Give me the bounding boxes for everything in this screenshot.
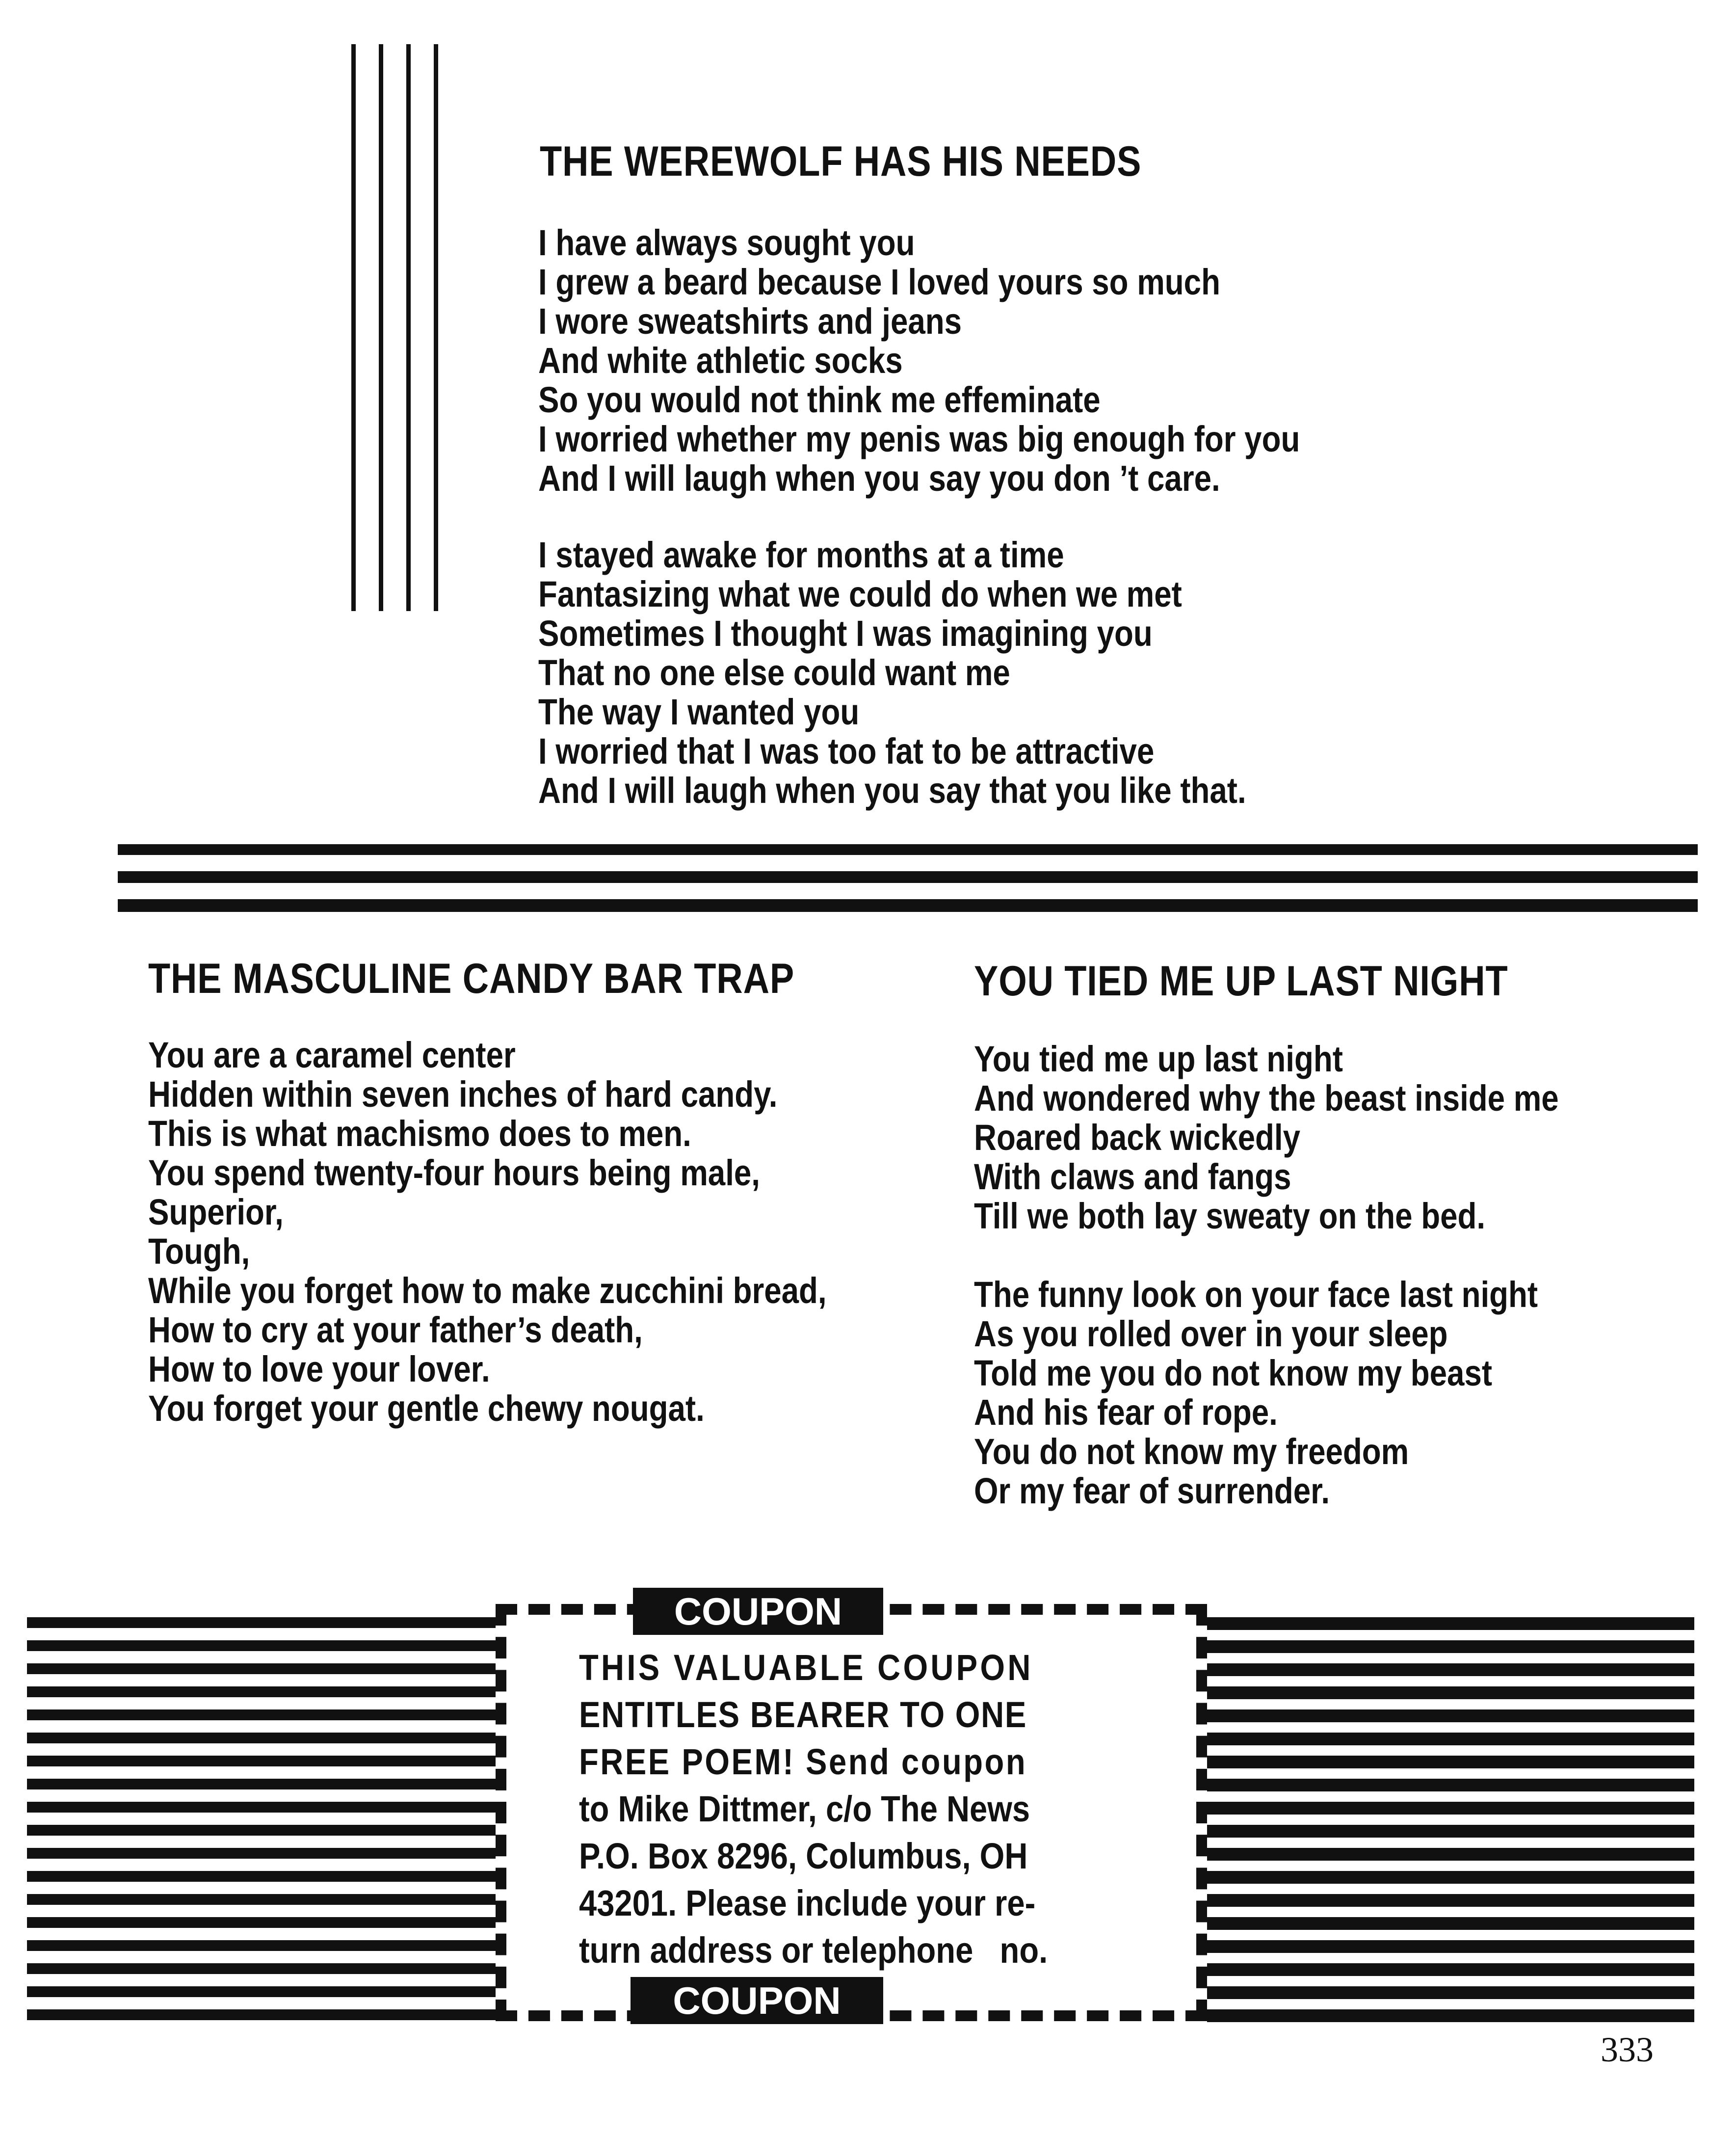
poem-line: While you forget how to make zucchini bread, [148, 1270, 827, 1311]
poem-line: The funny look on your face last night [974, 1274, 1538, 1315]
poem-line: I worried that I was too fat to be attractive [538, 731, 1155, 772]
poem3-stanza-1 [974, 1040, 1559, 1236]
stripe [1207, 1617, 1694, 1630]
coupon-line: to Mike Dittmer, c/o The News [579, 1789, 1030, 1829]
poem-line: I stayed awake for months at a time [538, 534, 1064, 575]
poem-line: I wore sweatshirts and jeans [538, 301, 962, 342]
stripe [27, 1686, 496, 1697]
vertical-rule-2 [379, 44, 383, 611]
poem-line: Till we both lay sweaty on the bed. [974, 1196, 1486, 1236]
stripe [1207, 1663, 1694, 1676]
stripe [27, 1848, 496, 1859]
vertical-rule-3 [406, 44, 411, 611]
stripe [27, 1733, 496, 1743]
stripe [27, 1940, 496, 1951]
stripe [27, 1802, 496, 1813]
stripe [1207, 1986, 1694, 1999]
divider-rule-2 [118, 871, 1698, 883]
poem-line: And I will laugh when you say that you like that. [538, 770, 1246, 811]
stripe [27, 1756, 496, 1766]
stripe [27, 1871, 496, 1882]
coupon-bottom-label: COUPON [631, 1977, 883, 2024]
stripe [27, 1617, 496, 1628]
stripe [1207, 1940, 1694, 1953]
coupon-line: P.O. Box 8296, Columbus, OH [579, 1836, 1028, 1876]
poem-line: As you rolled over in your sleep [974, 1313, 1448, 1354]
stripe [1207, 1756, 1694, 1768]
stripe [27, 1894, 496, 1905]
stripe [1207, 1917, 1694, 1930]
divider-rule-3 [118, 899, 1698, 912]
stripe [1207, 1709, 1694, 1722]
poem-line: Tough, [148, 1231, 250, 1272]
coupon-text [579, 1644, 1048, 1974]
stripe [1207, 1963, 1694, 1976]
poem2-body [148, 1036, 827, 1428]
poem-line: And white athletic socks [538, 340, 903, 381]
poem-line: So you would not think me effeminate [538, 379, 1101, 420]
coupon-line: ENTITLES BEARER TO ONE [579, 1694, 1027, 1735]
poem-line: I worried whether my penis was big enough for you [538, 419, 1300, 459]
coupon-top-label: COUPON [633, 1588, 883, 1635]
poem-line: And his fear of rope. [974, 1392, 1278, 1433]
stripe [27, 2009, 496, 2020]
poem1-stanza-1 [538, 223, 1300, 498]
stripe [1207, 1733, 1694, 1745]
coupon-line: FREE POEM! Send coupon [579, 1741, 1027, 1782]
poem-line: This is what machismo does to men. [148, 1113, 691, 1154]
stripe [27, 1917, 496, 1928]
stripe [27, 1779, 496, 1789]
poem1-title: THE WEREWOLF HAS HIS NEEDS [540, 138, 1142, 185]
poem-line: You are a caramel center [148, 1035, 516, 1075]
stripe [1207, 2009, 1694, 2022]
poem3-body [974, 1040, 1559, 1548]
poem-line: You tied me up last night [974, 1039, 1343, 1079]
poem1-stanza-2 [538, 535, 1300, 810]
vertical-rule-1 [351, 44, 356, 611]
poem-line: Sometimes I thought I was imagining you [538, 613, 1153, 654]
stripe [1207, 1779, 1694, 1791]
poem-line: And wondered why the beast inside me [974, 1078, 1559, 1119]
poem2-title: THE MASCULINE CANDY BAR TRAP [148, 955, 795, 1002]
poem-line: You do not know my freedom [974, 1431, 1409, 1472]
stripe [27, 1986, 496, 1997]
poem-line: And I will laugh when you say you don ’t care. [538, 458, 1220, 499]
poem-line: The way I wanted you [538, 692, 860, 732]
vertical-rule-4 [434, 44, 438, 611]
stripe [1207, 1686, 1694, 1699]
stripe [27, 1963, 496, 1974]
poem-line: How to cry at your father’s death, [148, 1309, 643, 1350]
stripe [1207, 1802, 1694, 1815]
poem3-stanza-2 [974, 1275, 1559, 1511]
poem-line: I grew a beard because I loved yours so much [538, 262, 1220, 302]
coupon-line: 43201. Please include your re- [579, 1883, 1036, 1923]
stripe [27, 1709, 496, 1720]
stripe [27, 1640, 496, 1651]
poem3-title: YOU TIED ME UP LAST NIGHT [974, 958, 1508, 1005]
poem-line: Roared back wickedly [974, 1117, 1300, 1158]
stripe [1207, 1871, 1694, 1884]
poem-line: You spend twenty-four hours being male, [148, 1152, 760, 1193]
poem-line: I have always sought you [538, 222, 915, 263]
poem1-body [538, 223, 1300, 848]
stripe [27, 1663, 496, 1674]
divider-rule-1 [118, 844, 1698, 855]
poem-line: Superior, [148, 1192, 284, 1232]
page-number: 333 [1601, 2030, 1654, 2069]
stripe [1207, 1825, 1694, 1838]
poem-line: That no one else could want me [538, 652, 1010, 693]
stripe [1207, 1848, 1694, 1861]
poem-line: Hidden within seven inches of hard candy. [148, 1074, 778, 1115]
stripe [1207, 1640, 1694, 1653]
stripe [1207, 1894, 1694, 1907]
poem-line: Told me you do not know my beast [974, 1353, 1493, 1393]
poem-line: How to love your lover. [148, 1349, 490, 1389]
stripe [27, 1825, 496, 1836]
poem-line: You forget your gentle chewy nougat. [148, 1388, 705, 1429]
poem-line: Fantasizing what we could do when we met [538, 574, 1182, 614]
coupon-line: THIS VALUABLE COUPON [579, 1647, 1033, 1688]
poem-line: Or my fear of surrender. [974, 1470, 1330, 1511]
poem-line: With claws and fangs [974, 1156, 1291, 1197]
coupon-line: turn address or telephone no. [579, 1930, 1048, 1971]
